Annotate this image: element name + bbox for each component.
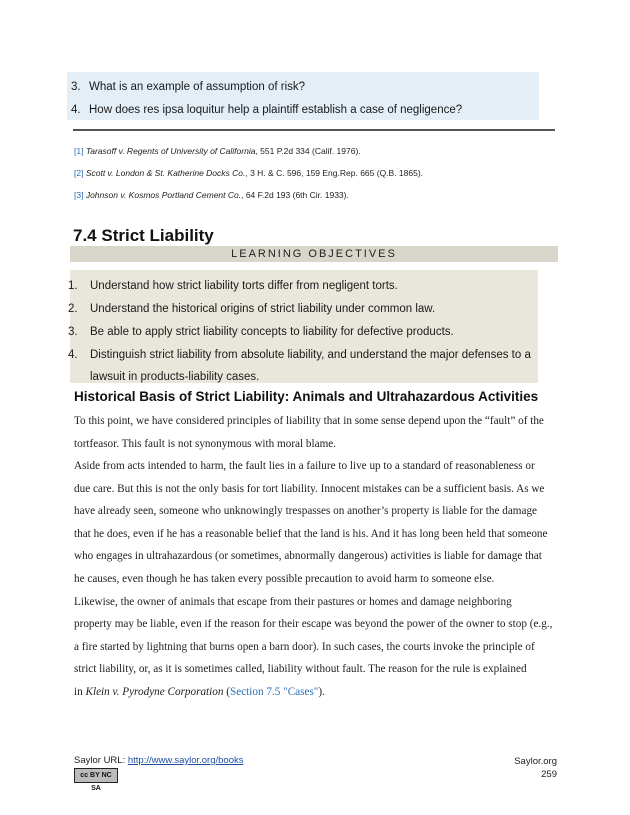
- subheading: Historical Basis of Strict Liability: Animals and Ultrahazardous Activities: [74, 389, 539, 404]
- body-line: a fire started by lightning that burns open a barn door). In such cases, the courts invoke the principle of: [74, 641, 535, 653]
- divider-rule: [73, 129, 555, 131]
- body-line: have already seen, someone who unknowingly trespasses on another’s property is liable for the damage: [74, 505, 538, 517]
- footer-page-info: [514, 755, 557, 781]
- review-questions-box: [67, 72, 539, 120]
- body-line: Likewise, the owner of animals that escape from their pastures or homes and damage neighboring: [74, 596, 512, 608]
- body-line: strict liability, or, as it is sometimes called, liability without fault. The reason for the rule is explained: [74, 663, 527, 675]
- body-line: property may be liable, even if the reason for their escape was beyond the power of the owner to stop (e.g.,: [74, 618, 553, 630]
- body-line: that he does, even if he has a reasonable belief that the land is his. And it has long been held that someone: [74, 528, 548, 540]
- body-line: tortfeasor. This fault is not synonymous with moral blame.: [74, 438, 337, 450]
- footnote: [3] Johnson v. Kosmos Portland Cement Co., 64 F.2d 193 (6th Cir. 1933).: [74, 190, 349, 200]
- question-item: 4. How does res ipsa loquitur help a plaintiff establish a case of negligence?: [71, 104, 463, 116]
- learning-objectives-header: LEARNING OBJECTIVES: [70, 246, 558, 262]
- footnote-ref-link[interactable]: [1]: [74, 146, 84, 156]
- saylor-url-link[interactable]: http://www.saylor.org/books: [127, 755, 244, 766]
- question-item: 3. What is an example of assumption of risk?: [71, 81, 306, 93]
- body-line: To this point, we have considered principles of liability that in some sense depend upon the “fault” of the: [74, 415, 544, 427]
- footer-source: Saylor URL: http://www.saylor.org/books: [74, 755, 244, 766]
- section-title: 7.4 Strict Liability: [73, 226, 214, 245]
- footer-site: Saylor.org: [514, 756, 557, 767]
- section-cases-link[interactable]: Section 7.5 "Cases": [230, 686, 319, 698]
- page-number: 259: [541, 769, 557, 780]
- footnote: [2] Scott v. London & St. Katherine Docks Co., 3 H. & C. 596, 159 Eng.Rep. 665 (Q.B. 1865).: [74, 168, 424, 178]
- body-line: he causes, even though he has taken every possible precaution to avoid harm to someone else.: [74, 573, 495, 585]
- body-line: who engages in ultrahazardous (or sometimes, abnormally dangerous) activities is liable for damage that: [74, 550, 542, 562]
- body-line: due care. But this is not the only basis for tort liability. Innocent mistakes can be a sufficient basis. As we: [74, 483, 545, 495]
- body-line: Aside from acts intended to harm, the fault lies in a failure to live up to a standard of reasonableness or: [74, 460, 535, 472]
- body-line-last: in Klein v. Pyrodyne Corporation (Section 7.5 "Cases").: [74, 686, 325, 698]
- footnote-ref-link[interactable]: [2]: [74, 168, 84, 178]
- creative-commons-badge: cc BY NC SA: [74, 768, 118, 783]
- footnote-ref-link[interactable]: [3]: [74, 190, 84, 200]
- learning-objectives-box: 1. Understand how strict liability torts differ from negligent torts. 2. Understand the historical origins of strict liability under common law. 3. Be able to apply strict liability concepts to liability for defective products. 4. Distinguish strict liability from absolute liability, and understand the major defenses to a lawsuit in products-liability cases.: [70, 270, 538, 383]
- footnote: [1] Tarasoff v. Regents of University of California, 551 P.2d 334 (Calif. 1976).: [74, 146, 361, 156]
